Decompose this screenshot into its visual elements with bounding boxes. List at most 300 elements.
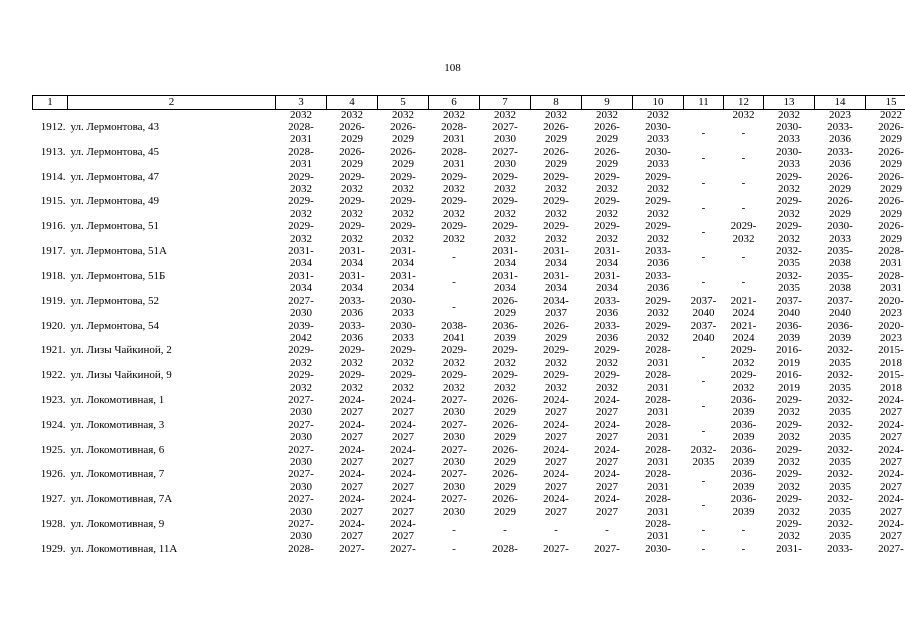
- table-row: [33, 320, 905, 345]
- year-range-cell: 2026- 2029: [390, 121, 416, 146]
- table-row: [33, 195, 905, 220]
- continuation-cell: 2032: [494, 109, 516, 121]
- year-range-cell: 2029- 2032: [441, 170, 467, 196]
- year-range-cell: 2024- 2027: [390, 443, 416, 468]
- year-range-cell: 2026- 2029: [878, 170, 904, 196]
- table-header: [33, 96, 905, 110]
- table-row: [33, 518, 905, 543]
- year-range-cell: 2029- 2032: [594, 195, 620, 220]
- year-range-cell: 2033- 2036: [827, 145, 853, 171]
- year-range-cell: 2024- 2027: [543, 393, 569, 419]
- column-header-13: 13: [764, 96, 815, 110]
- row-number: 1929.: [40, 542, 66, 555]
- year-range-cell: 2029- 2032: [288, 195, 314, 220]
- year-range-cell: 2032- 2035: [827, 468, 853, 493]
- address-cell: ул. Локомотивная, 11А: [70, 542, 178, 555]
- year-range-cell: 2024- 2027: [543, 443, 569, 468]
- year-range-cell: 2033- 2036: [594, 294, 620, 320]
- year-range-cell: 2029- 2032: [776, 493, 802, 518]
- year-range-cell: 2037- 2040: [690, 294, 717, 320]
- year-range-cell: 2029- 2032: [339, 195, 365, 220]
- year-range-cell: -: [741, 251, 746, 264]
- table-row: [33, 146, 905, 171]
- column-header-6: 6: [429, 96, 480, 110]
- year-range-cell: 2029- 2032: [492, 344, 518, 369]
- year-range-cell: 2029- 2032: [492, 195, 518, 220]
- year-range-cell: 2033- 2036: [645, 269, 671, 295]
- year-range-cell: 2026- 2029: [492, 468, 518, 493]
- year-range-cell: 2026- 2029: [543, 319, 569, 344]
- year-range-cell: 2029- 2032: [730, 344, 757, 369]
- year-range-cell: 2024- 2027: [594, 418, 620, 444]
- year-range-cell: 2026- 2029: [878, 121, 904, 146]
- year-range-cell: 2015- 2018: [878, 369, 904, 394]
- year-range-cell: 2035- 2038: [827, 269, 853, 295]
- continuation-cell: 2023: [829, 109, 851, 121]
- year-range-cell: -: [701, 499, 706, 512]
- continuation-cell: [684, 110, 724, 122]
- year-range-cell: 2024- 2027: [594, 468, 620, 493]
- year-range-cell: 2024- 2027: [878, 443, 904, 468]
- year-range-cell: -: [701, 524, 706, 537]
- year-range-cell: 2039- 2042: [288, 319, 314, 344]
- year-range-cell: 2030-: [645, 542, 671, 555]
- year-range-cell: 2032- 2035: [690, 443, 717, 468]
- year-range-cell: 2033- 2036: [594, 319, 620, 344]
- year-range-cell: 2028- 2031: [645, 443, 671, 468]
- year-range-cell: 2028-: [288, 542, 314, 555]
- row-number: 1922.: [40, 369, 66, 382]
- table-row: [33, 295, 905, 320]
- year-range-cell: 2031-: [776, 542, 802, 555]
- year-range-cell: 2026- 2029: [339, 145, 365, 171]
- address-cell: ул. Лермонтова, 51А: [70, 245, 167, 258]
- year-range-cell: 2029- 2032: [492, 220, 518, 245]
- year-range-cell: 2027- 2030: [492, 145, 518, 171]
- table-row: [33, 245, 905, 270]
- year-range-cell: 2032- 2035: [827, 443, 853, 468]
- year-range-cell: 2029- 2032: [543, 344, 569, 369]
- year-range-cell: 2029- 2032: [288, 344, 314, 369]
- year-range-cell: 2029- 2032: [390, 369, 416, 394]
- column-header-1: 1: [33, 96, 68, 110]
- year-range-cell: 2029- 2032: [594, 344, 620, 369]
- year-range-cell: 2036- 2039: [827, 319, 853, 344]
- row-number: 1925.: [40, 443, 66, 456]
- continuation-cell: 2032: [290, 109, 312, 121]
- year-range-cell: 2029- 2032: [645, 170, 671, 196]
- year-range-cell: 2029- 2032: [645, 319, 671, 344]
- year-range-cell: -: [701, 474, 706, 487]
- year-range-cell: 2028-: [492, 542, 518, 555]
- column-header-10: 10: [633, 96, 684, 110]
- address-cell: ул. Лермонтова, 45: [70, 145, 160, 158]
- row-number: 1926.: [40, 468, 66, 481]
- year-range-cell: 2027- 2030: [441, 393, 467, 419]
- year-range-cell: 2033- 2036: [339, 294, 365, 320]
- year-range-cell: 2031- 2034: [390, 269, 416, 295]
- year-range-cell: -: [701, 424, 706, 437]
- year-range-cell: 2029- 2032: [441, 369, 467, 394]
- row-number: 1912.: [40, 121, 66, 133]
- row-number: 1923.: [40, 393, 66, 406]
- year-range-cell: 2026- 2029: [492, 418, 518, 444]
- address-cell: ул. Лермонтова, 54: [70, 319, 160, 332]
- year-range-cell: -: [452, 251, 456, 264]
- year-range-cell: 2026- 2029: [492, 493, 518, 518]
- year-range-cell: 2032- 2035: [827, 369, 853, 394]
- year-range-cell: 2034- 2037: [543, 294, 569, 320]
- address-cell: ул. Локомотивная, 9: [70, 518, 165, 530]
- year-range-cell: 2027- 2030: [288, 294, 314, 320]
- table-row: [33, 394, 905, 419]
- year-range-cell: 2028- 2031: [288, 121, 314, 146]
- year-range-cell: 2031- 2034: [390, 245, 416, 270]
- year-range-cell: 2030- 2033: [776, 121, 802, 146]
- year-range-cell: 2029- 2032: [730, 369, 757, 394]
- year-range-cell: 2029- 2032: [543, 195, 569, 220]
- year-range-cell: 2024- 2027: [878, 518, 904, 543]
- continuation-cell: 2032: [778, 109, 800, 121]
- year-range-cell: 2031- 2034: [288, 269, 314, 295]
- year-range-cell: 2028- 2031: [878, 269, 904, 295]
- column-header-5: 5: [378, 96, 429, 110]
- year-range-cell: 2036- 2039: [730, 468, 757, 493]
- year-range-cell: 2032- 2035: [827, 518, 853, 543]
- year-range-cell: 2028- 2031: [288, 145, 314, 171]
- year-range-cell: 2024- 2027: [339, 518, 365, 543]
- year-range-cell: 2029- 2032: [441, 195, 467, 220]
- year-range-cell: 2029- 2032: [390, 195, 416, 220]
- address-cell: ул. Локомотивная, 7А: [70, 493, 173, 506]
- year-range-cell: 2020- 2023: [878, 319, 904, 344]
- year-range-cell: 2028- 2031: [645, 393, 671, 419]
- column-header-11: 11: [684, 96, 724, 110]
- year-range-cell: 2026- 2029: [594, 145, 620, 171]
- row-number: 1918.: [40, 269, 66, 282]
- year-range-cell: 2031- 2034: [594, 245, 620, 270]
- year-range-cell: 2027- 2030: [288, 418, 314, 444]
- table-row: [33, 493, 905, 518]
- year-range-cell: 2029- 2032: [645, 195, 671, 220]
- year-range-cell: 2030- 2033: [390, 319, 416, 344]
- year-range-cell: 2026- 2029: [878, 220, 904, 245]
- year-range-cell: 2027-: [390, 542, 416, 555]
- year-range-cell: 2029- 2032: [543, 170, 569, 196]
- year-range-cell: -: [701, 251, 706, 264]
- year-range-cell: 2032- 2035: [827, 393, 853, 419]
- continuation-cell: 2032: [545, 109, 567, 121]
- address-cell: ул. Лермонтова, 51: [70, 220, 160, 233]
- year-range-cell: -: [741, 276, 746, 289]
- year-range-cell: 2024- 2027: [339, 418, 365, 444]
- year-range-cell: 2027-: [878, 542, 904, 555]
- year-range-cell: 2027-: [594, 542, 620, 555]
- year-range-cell: 2029- 2032: [339, 344, 365, 369]
- year-range-cell: 2029- 2032: [339, 369, 365, 394]
- year-range-cell: -: [741, 152, 746, 165]
- year-range-cell: 2029- 2032: [594, 220, 620, 245]
- year-range-cell: 2026- 2029: [339, 121, 365, 146]
- year-range-cell: 2026- 2029: [390, 145, 416, 171]
- year-range-cell: 2035- 2038: [827, 245, 853, 270]
- year-range-cell: 2026- 2029: [492, 443, 518, 468]
- year-range-cell: 2026- 2029: [543, 121, 569, 146]
- year-range-cell: 2037- 2040: [776, 294, 802, 320]
- year-range-cell: 2026- 2029: [827, 170, 853, 196]
- year-range-cell: 2036- 2039: [730, 443, 757, 468]
- year-range-cell: 2027- 2030: [492, 121, 518, 146]
- year-range-cell: 2029- 2032: [776, 220, 802, 245]
- year-range-cell: 2029- 2032: [441, 220, 467, 245]
- year-range-cell: 2033-: [827, 542, 853, 555]
- address-cell: ул. Локомотивная, 7: [70, 468, 165, 481]
- year-range-cell: -: [605, 524, 609, 537]
- year-range-cell: 2029- 2032: [776, 170, 802, 196]
- year-range-cell: 2024- 2027: [339, 468, 365, 493]
- address-cell: ул. Локомотивная, 1: [70, 393, 165, 406]
- year-range-cell: 2027- 2030: [441, 468, 467, 493]
- year-range-cell: 2028- 2031: [441, 121, 467, 146]
- continuation-cell: 2032: [443, 109, 465, 121]
- year-range-cell: 2029- 2032: [339, 220, 365, 245]
- year-range-cell: 2027- 2030: [288, 443, 314, 468]
- year-range-cell: 2032- 2035: [827, 493, 853, 518]
- year-range-cell: 2031- 2034: [288, 245, 314, 270]
- year-range-cell: 2029- 2032: [730, 220, 757, 245]
- year-range-cell: 2036- 2039: [492, 319, 518, 344]
- year-range-cell: 2024- 2027: [390, 518, 416, 543]
- year-range-cell: 2028- 2031: [645, 344, 671, 369]
- year-range-cell: 2033- 2036: [645, 245, 671, 270]
- table-row: [33, 171, 905, 196]
- year-range-cell: 2029- 2032: [390, 170, 416, 196]
- address-cell: ул. Лизы Чайкиной, 9: [70, 369, 172, 382]
- year-range-cell: 2024- 2027: [878, 418, 904, 444]
- column-header-12: 12: [724, 96, 764, 110]
- year-range-cell: -: [701, 375, 706, 388]
- continuation-cell: 2032: [341, 109, 363, 121]
- year-range-cell: 2026- 2029: [594, 121, 620, 146]
- year-range-cell: -: [701, 127, 706, 140]
- address-cell: ул. Лермонтова, 47: [70, 170, 160, 183]
- year-range-cell: 2024- 2027: [878, 468, 904, 493]
- table-row: [33, 369, 905, 394]
- year-range-cell: 2024- 2027: [543, 493, 569, 518]
- year-range-cell: 2027- 2030: [288, 468, 314, 493]
- year-range-cell: -: [452, 276, 456, 289]
- year-range-cell: 2024- 2027: [878, 393, 904, 419]
- year-range-cell: 2024- 2027: [339, 443, 365, 468]
- row-number: 1917.: [40, 245, 66, 258]
- year-range-cell: 2015- 2018: [878, 344, 904, 369]
- table-row: [33, 344, 905, 369]
- year-range-cell: 2028- 2031: [645, 493, 671, 518]
- row-number: 1916.: [40, 220, 66, 233]
- year-range-cell: 2029- 2032: [594, 170, 620, 196]
- year-range-cell: 2030- 2033: [645, 121, 671, 146]
- year-range-cell: 2031- 2034: [339, 245, 365, 270]
- year-range-cell: -: [701, 201, 706, 214]
- year-range-cell: 2033- 2036: [339, 319, 365, 344]
- year-range-cell: 2028- 2031: [441, 145, 467, 171]
- year-range-cell: 2029- 2032: [492, 369, 518, 394]
- address-cell: ул. Лермонтова, 43: [70, 121, 160, 133]
- year-range-cell: 2024- 2027: [878, 493, 904, 518]
- year-range-cell: 2029- 2032: [645, 294, 671, 320]
- year-range-cell: 2024- 2027: [390, 393, 416, 419]
- row-number: 1927.: [40, 493, 66, 506]
- year-range-cell: 2029- 2032: [776, 518, 802, 543]
- address-cell: ул. Лермонтова, 51Б: [70, 269, 166, 282]
- year-range-cell: 2024- 2027: [390, 418, 416, 444]
- year-range-cell: 2029- 2032: [776, 393, 802, 419]
- year-range-cell: 2026- 2029: [827, 195, 853, 220]
- year-range-cell: 2029- 2032: [288, 170, 314, 196]
- year-range-cell: 2027- 2030: [441, 493, 467, 518]
- year-range-cell: 2036- 2039: [776, 319, 802, 344]
- continuation-cell: 2032: [596, 109, 618, 121]
- table-row: [33, 121, 905, 146]
- year-range-cell: -: [452, 300, 456, 313]
- year-range-cell: 2029- 2032: [390, 220, 416, 245]
- column-header-7: 7: [480, 96, 531, 110]
- row-number: 1919.: [40, 294, 66, 307]
- year-range-cell: 2030- 2033: [827, 220, 853, 245]
- year-range-cell: -: [701, 226, 706, 239]
- row-number: 1915.: [40, 195, 66, 208]
- year-range-cell: 2028- 2031: [645, 468, 671, 493]
- address-cell: ул. Лизы Чайкиной, 2: [70, 344, 172, 357]
- continuation-row: [33, 110, 905, 122]
- table-row: [33, 543, 905, 555]
- continuation-cell: 2032: [732, 109, 755, 121]
- year-range-cell: 2016- 2019: [776, 344, 802, 369]
- continuation-cell: 2032: [647, 109, 669, 121]
- year-range-cell: 2031- 2034: [492, 269, 518, 295]
- table-body: [33, 110, 905, 556]
- year-range-cell: 2016- 2019: [776, 369, 802, 394]
- table-row: [33, 270, 905, 295]
- year-range-cell: 2027- 2030: [288, 518, 314, 543]
- year-range-cell: 2026- 2029: [492, 393, 518, 419]
- year-range-cell: 2024- 2027: [594, 443, 620, 468]
- year-range-cell: 2036- 2039: [730, 418, 757, 444]
- table-row: [33, 220, 905, 245]
- year-range-cell: 2036- 2039: [730, 393, 757, 419]
- year-range-cell: -: [452, 524, 456, 537]
- year-range-cell: 2029- 2032: [390, 344, 416, 369]
- year-range-cell: 2027- 2030: [288, 393, 314, 419]
- year-range-cell: 2029- 2032: [288, 369, 314, 394]
- address-cell: ул. Локомотивная, 3: [70, 418, 165, 431]
- year-range-cell: 2032- 2035: [827, 344, 853, 369]
- year-range-cell: 2027- 2030: [441, 443, 467, 468]
- table-row: [33, 468, 905, 493]
- year-range-cell: 2024- 2027: [594, 393, 620, 419]
- row-number: 1914.: [40, 170, 66, 183]
- year-range-cell: 2031- 2034: [594, 269, 620, 295]
- year-range-cell: 2020- 2023: [878, 294, 904, 320]
- year-range-cell: 2033- 2036: [827, 121, 853, 146]
- year-range-cell: 2027-: [339, 542, 365, 555]
- year-range-cell: 2037- 2040: [827, 294, 853, 320]
- year-range-cell: 2029- 2032: [776, 418, 802, 444]
- column-header-2: 2: [68, 96, 276, 110]
- year-range-cell: 2029- 2032: [543, 369, 569, 394]
- table-row: [33, 444, 905, 469]
- year-range-cell: -: [741, 127, 746, 140]
- year-range-cell: 2029- 2032: [776, 195, 802, 220]
- row-number: 1928.: [40, 518, 66, 530]
- year-range-cell: 2024- 2027: [339, 393, 365, 419]
- year-range-cell: 2028- 2031: [645, 418, 671, 444]
- column-header-14: 14: [815, 96, 866, 110]
- year-range-cell: -: [741, 524, 746, 537]
- year-range-cell: 2029- 2032: [288, 220, 314, 245]
- year-range-cell: 2028- 2031: [645, 518, 671, 543]
- year-range-cell: 2030- 2033: [776, 145, 802, 171]
- year-range-cell: 2029- 2032: [543, 220, 569, 245]
- year-range-cell: 2021- 2024: [730, 319, 757, 344]
- year-range-cell: 2029- 2032: [776, 443, 802, 468]
- page-number: 108: [444, 62, 461, 74]
- year-range-cell: 2027- 2030: [288, 493, 314, 518]
- year-range-cell: 2024- 2027: [543, 468, 569, 493]
- year-range-cell: 2032- 2035: [827, 418, 853, 444]
- continuation-cell: 2032: [392, 109, 414, 121]
- year-range-cell: -: [701, 542, 706, 555]
- year-range-cell: -: [701, 152, 706, 165]
- year-range-cell: 2028- 2031: [878, 245, 904, 270]
- year-range-cell: 2027-: [543, 542, 569, 555]
- year-range-cell: 2030- 2033: [645, 145, 671, 171]
- year-range-cell: 2029- 2032: [594, 369, 620, 394]
- table-row: [33, 419, 905, 444]
- year-range-cell: 2030- 2033: [390, 294, 416, 320]
- header-row: [33, 96, 905, 110]
- year-range-cell: 2032- 2035: [776, 269, 802, 295]
- year-range-cell: 2024- 2027: [390, 493, 416, 518]
- row-number: 1913.: [40, 145, 66, 158]
- continuation-cell: 2022: [880, 109, 902, 121]
- year-range-cell: -: [741, 201, 746, 214]
- year-range-cell: -: [701, 350, 706, 363]
- year-range-cell: 2029- 2032: [492, 170, 518, 196]
- year-range-cell: 2029- 2032: [441, 344, 467, 369]
- year-range-cell: -: [554, 524, 558, 537]
- year-range-cell: -: [503, 524, 507, 537]
- year-range-cell: 2024- 2027: [594, 493, 620, 518]
- year-range-cell: 2028- 2031: [645, 369, 671, 394]
- year-range-cell: 2031- 2034: [339, 269, 365, 295]
- year-range-cell: -: [741, 176, 746, 189]
- year-range-cell: 2027- 2030: [441, 418, 467, 444]
- row-number: 1920.: [40, 319, 66, 332]
- address-cell: ул. Локомотивная, 6: [70, 443, 165, 456]
- year-range-cell: 2032- 2035: [776, 245, 802, 270]
- year-range-cell: 2037- 2040: [690, 319, 717, 344]
- column-header-8: 8: [531, 96, 582, 110]
- year-range-cell: 2031- 2034: [543, 269, 569, 295]
- year-range-cell: 2029- 2032: [339, 170, 365, 196]
- year-range-cell: 2031- 2034: [543, 245, 569, 270]
- year-range-cell: 2026- 2029: [492, 294, 518, 320]
- year-range-cell: -: [701, 276, 706, 289]
- year-range-cell: 2029- 2032: [776, 468, 802, 493]
- year-range-cell: -: [701, 176, 706, 189]
- address-cell: ул. Лермонтова, 52: [70, 294, 160, 307]
